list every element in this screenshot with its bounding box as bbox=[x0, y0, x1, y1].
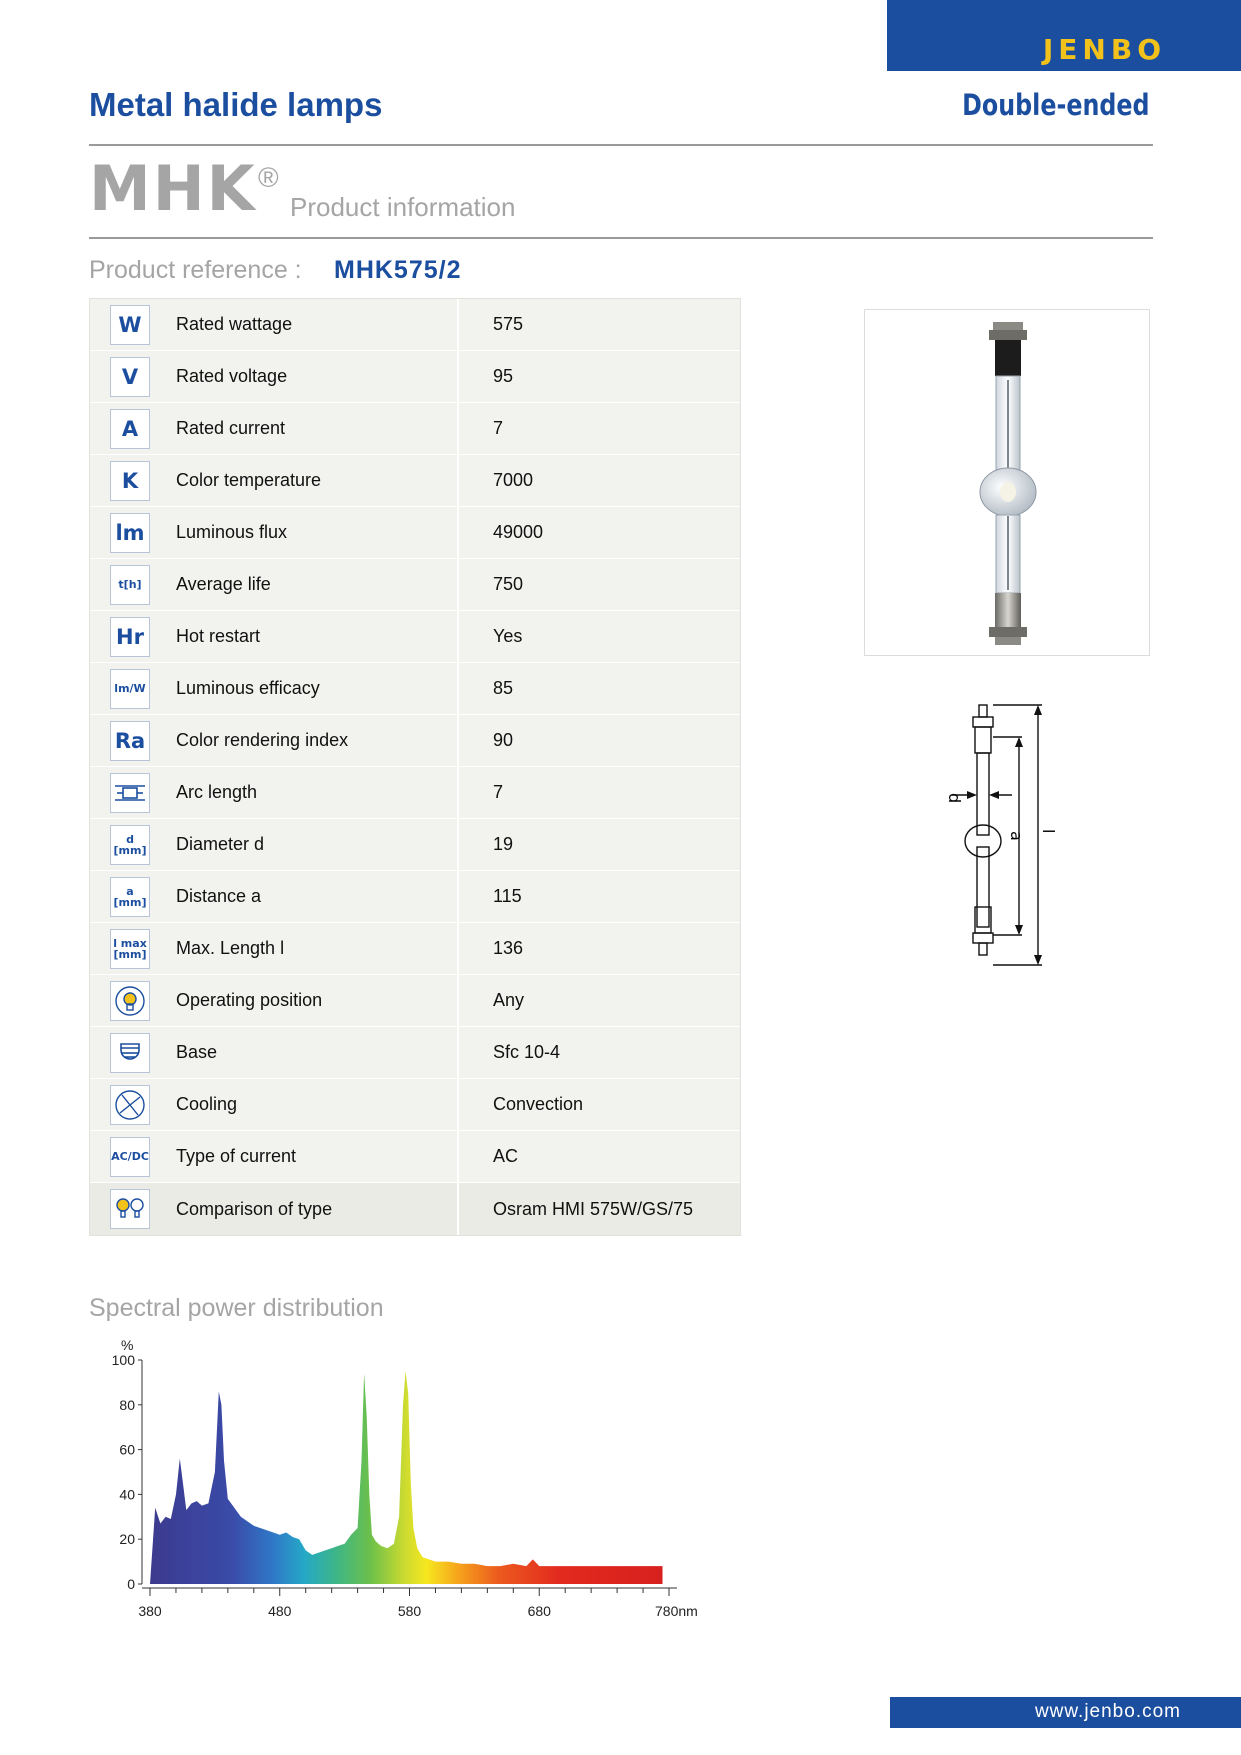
spec-label: Rated voltage bbox=[170, 351, 459, 402]
spec-icon-cell bbox=[90, 1183, 170, 1235]
spec-value: 19 bbox=[493, 834, 514, 854]
spec-icon-cell bbox=[90, 975, 170, 1026]
spec-value: 115 bbox=[493, 886, 522, 906]
spec-row bbox=[90, 975, 740, 1027]
y-tick-label: 60 bbox=[119, 1441, 135, 1458]
page-title: Metal halide lamps bbox=[89, 86, 383, 123]
spec-icon-cell bbox=[90, 767, 170, 818]
spec-value: AC bbox=[493, 1146, 519, 1166]
spd-title: Spectral power distribution bbox=[89, 1294, 384, 1322]
spec-label: Color temperature bbox=[170, 455, 459, 506]
reference-label: Product reference : bbox=[89, 256, 302, 284]
lamp-photo bbox=[864, 309, 1150, 656]
spec-row bbox=[90, 715, 740, 767]
spec-value: Yes bbox=[493, 626, 523, 646]
spec-value: 575 bbox=[493, 314, 524, 334]
spec-label: Operating position bbox=[170, 975, 459, 1026]
distance-icon: a [mm] bbox=[110, 877, 150, 917]
comparison-icon bbox=[110, 1189, 150, 1229]
y-tick-label: 0 bbox=[127, 1576, 135, 1592]
spec-label: Rated wattage bbox=[170, 299, 459, 350]
lamp-image bbox=[865, 310, 1151, 657]
spec-icon-cell bbox=[90, 923, 170, 974]
y-tick-label: 20 bbox=[119, 1531, 135, 1548]
spec-icon-cell bbox=[90, 715, 170, 766]
base-icon bbox=[110, 1033, 150, 1073]
x-tick-label: 680 bbox=[527, 1603, 551, 1619]
spec-icon-cell bbox=[90, 1079, 170, 1130]
spec-label: Comparison of type bbox=[170, 1183, 459, 1235]
spec-value: 90 bbox=[493, 730, 514, 750]
spec-row bbox=[90, 767, 740, 819]
spec-row bbox=[90, 1079, 740, 1131]
x-tick-label: 480 bbox=[268, 1603, 292, 1619]
spec-icon-cell bbox=[90, 559, 170, 610]
spec-value: Osram HMI 575W/GS/75 bbox=[493, 1198, 694, 1219]
spec-icon-cell bbox=[90, 871, 170, 922]
spec-row bbox=[90, 1027, 740, 1079]
product-divider bbox=[89, 237, 1153, 239]
reference-value: MHK575/2 bbox=[334, 256, 462, 284]
footer-url-link[interactable]: www.jenbo.com bbox=[1034, 1701, 1181, 1722]
spd-chart-svg bbox=[89, 1336, 749, 1636]
spec-icon-cell bbox=[90, 611, 170, 662]
y-tick-label: 100 bbox=[111, 1352, 135, 1368]
max-length-icon: l max [mm] bbox=[110, 929, 150, 969]
spec-value: 7000 bbox=[493, 470, 534, 490]
spec-icon-cell bbox=[90, 819, 170, 870]
spec-row bbox=[90, 351, 740, 403]
spec-value: Convection bbox=[493, 1094, 584, 1114]
spec-row bbox=[90, 403, 740, 455]
spec-row bbox=[90, 299, 740, 351]
dimension-drawing bbox=[930, 697, 1060, 973]
spec-label: Distance a bbox=[170, 871, 459, 922]
spec-icon-cell bbox=[90, 351, 170, 402]
spec-table bbox=[89, 298, 741, 1236]
luminous-flux-icon: lm bbox=[110, 513, 150, 553]
hot-restart-icon: Hr bbox=[110, 617, 150, 657]
spec-value: Any bbox=[493, 990, 525, 1010]
spec-value: 136 bbox=[493, 938, 524, 958]
header-divider bbox=[89, 144, 1153, 146]
voltage-icon: V bbox=[110, 357, 150, 397]
spec-label: Type of current bbox=[170, 1131, 459, 1182]
spec-label: Hot restart bbox=[170, 611, 459, 662]
spec-row bbox=[90, 663, 740, 715]
x-tick-label: 380 bbox=[138, 1603, 162, 1619]
spd-chart bbox=[89, 1336, 749, 1636]
spec-label: Luminous efficacy bbox=[170, 663, 459, 714]
y-tick-label: 80 bbox=[119, 1396, 135, 1413]
dim-l-label: l bbox=[1039, 829, 1058, 834]
spec-icon-cell bbox=[90, 299, 170, 350]
cooling-icon bbox=[110, 1085, 150, 1125]
spec-icon-cell bbox=[90, 663, 170, 714]
brand-banner bbox=[887, 0, 1241, 71]
type-of-current-icon: AC/DC bbox=[110, 1137, 150, 1177]
spec-row bbox=[90, 507, 740, 559]
spec-label: Diameter d bbox=[170, 819, 459, 870]
spec-value: 49000 bbox=[493, 522, 544, 542]
spec-row bbox=[90, 559, 740, 611]
spec-label: Base bbox=[170, 1027, 459, 1078]
operating-position-icon bbox=[110, 981, 150, 1021]
dim-a-label: a bbox=[1007, 831, 1026, 841]
spec-icon-cell bbox=[90, 455, 170, 506]
color-temperature-icon: K bbox=[110, 461, 150, 501]
spec-row bbox=[90, 923, 740, 975]
dim-d-label: d bbox=[945, 793, 964, 804]
spec-row bbox=[90, 455, 740, 507]
x-tick-label: 580 bbox=[397, 1603, 422, 1619]
spec-label: Arc length bbox=[170, 767, 459, 818]
spec-value: Sfc 10-4 bbox=[493, 1042, 561, 1062]
current-icon: A bbox=[110, 409, 150, 449]
color-rendering-icon: Ra bbox=[110, 721, 150, 761]
product-name: MHK bbox=[89, 152, 257, 225]
spec-icon-cell bbox=[90, 507, 170, 558]
y-axis-label: % bbox=[121, 1337, 134, 1353]
spec-icon-cell bbox=[90, 1131, 170, 1182]
diameter-icon: d [mm] bbox=[110, 825, 150, 865]
footer-banner bbox=[890, 1697, 1241, 1728]
dimension-diagram bbox=[930, 697, 1060, 973]
registered-mark: ® bbox=[258, 162, 279, 193]
spec-value: 750 bbox=[493, 574, 524, 594]
x-tick-label: 780nm bbox=[655, 1603, 698, 1619]
spec-row bbox=[90, 1131, 740, 1183]
page-subtitle: Double-ended bbox=[962, 88, 1150, 122]
luminous-efficacy-icon: lm/W bbox=[110, 669, 150, 709]
spec-label: Average life bbox=[170, 559, 459, 610]
spec-row bbox=[90, 1183, 740, 1235]
average-life-icon: t[h] bbox=[110, 565, 150, 605]
spec-label: Rated current bbox=[170, 403, 459, 454]
spec-value: 7 bbox=[493, 418, 504, 438]
arc-length-icon bbox=[110, 773, 150, 813]
spec-icon-cell bbox=[90, 1027, 170, 1078]
spec-label: Max. Length l bbox=[170, 923, 459, 974]
spec-row bbox=[90, 819, 740, 871]
spec-label: Color rendering index bbox=[170, 715, 459, 766]
product-info-label: Product information bbox=[290, 192, 516, 222]
wattage-icon: W bbox=[110, 305, 150, 345]
spec-value: 7 bbox=[493, 782, 504, 802]
y-tick-label: 40 bbox=[119, 1486, 135, 1503]
spec-value: 95 bbox=[493, 366, 514, 386]
spec-row bbox=[90, 611, 740, 663]
brand-logo: JENBO bbox=[1042, 33, 1166, 66]
spec-label: Cooling bbox=[170, 1079, 459, 1130]
spd-area bbox=[150, 1371, 663, 1584]
spec-label: Luminous flux bbox=[170, 507, 459, 558]
spec-icon-cell bbox=[90, 403, 170, 454]
spec-value: 85 bbox=[493, 678, 514, 698]
spec-row bbox=[90, 871, 740, 923]
